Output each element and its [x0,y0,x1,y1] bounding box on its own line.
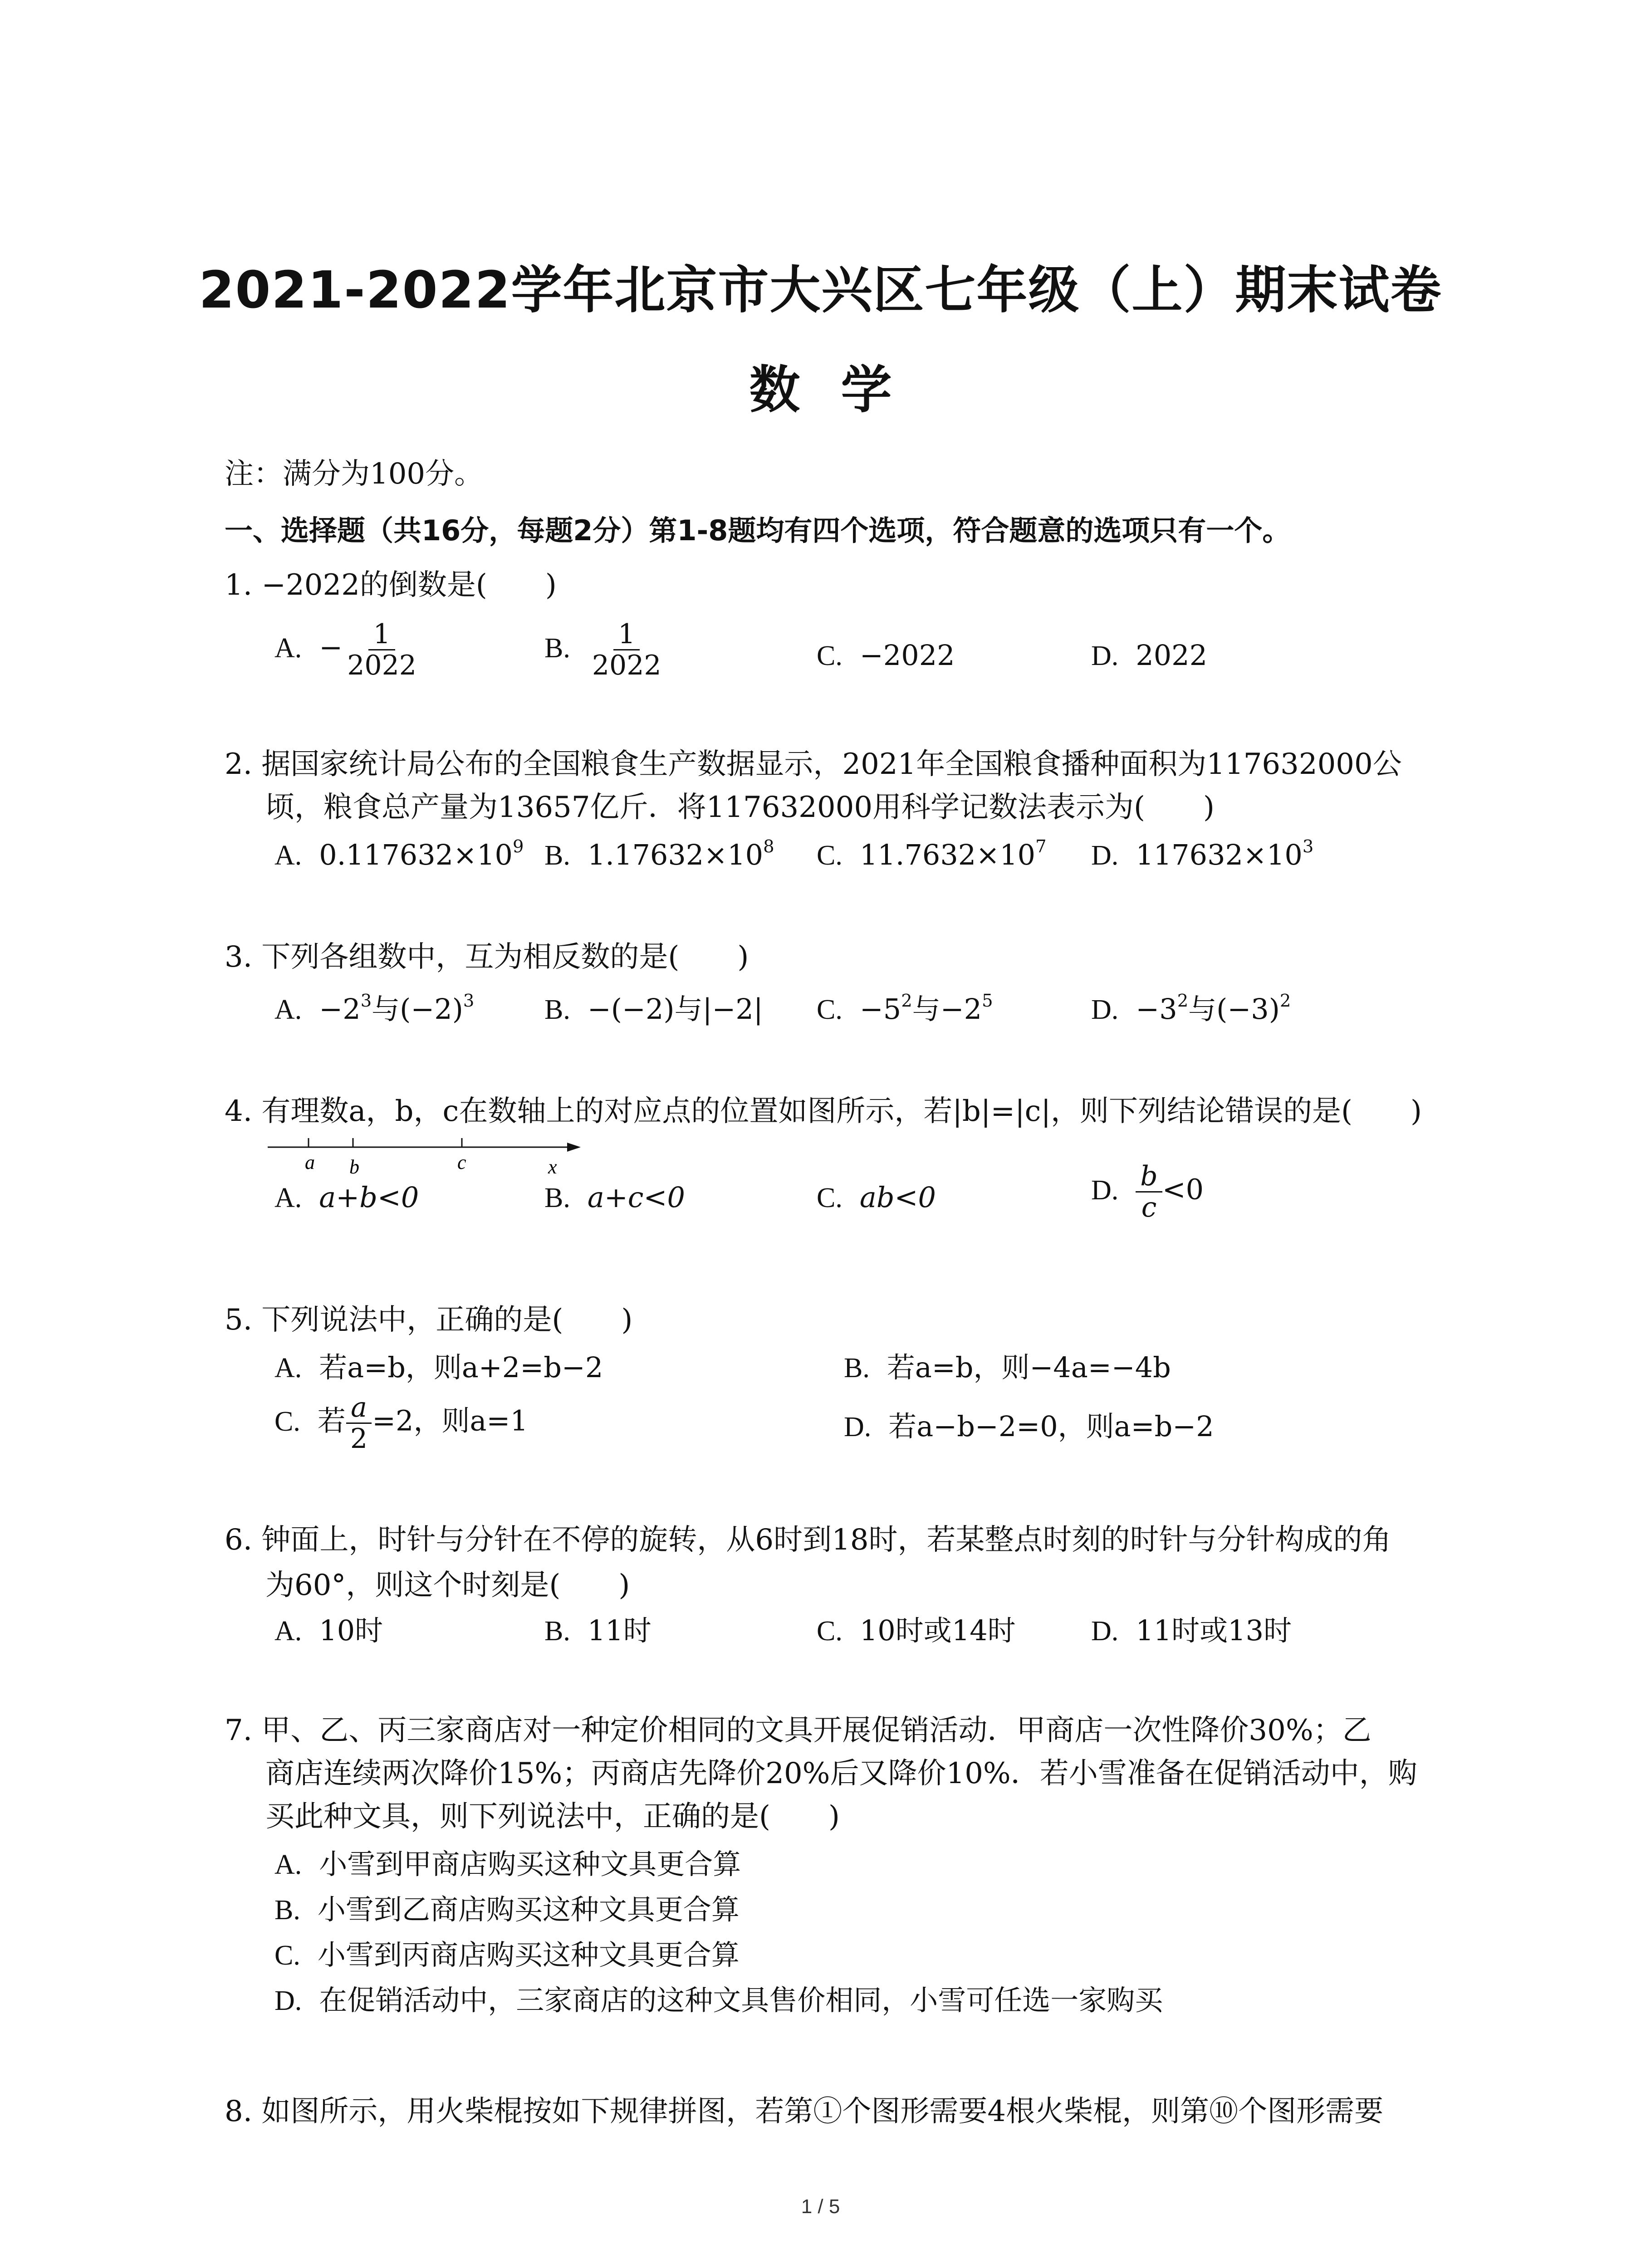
q3-option-b [544,991,763,1028]
numerator: a [346,1393,372,1424]
option-letter: A. [274,994,302,1025]
option-text: 10时或14时 [859,1614,1016,1647]
option-text: 若a=b，则−4a=−4b [887,1351,1171,1384]
option-letter: B. [544,1183,570,1213]
q5-option-c [274,1393,528,1454]
option-text: a+c<0 [587,1181,685,1214]
fraction [588,619,666,680]
exponent: 3 [463,991,475,1012]
question-6-line-2: 为60°，则这个时刻是( ) [265,1569,630,1602]
option-letter: B. [844,1353,870,1383]
q3-option-c [817,991,993,1028]
option-text: a+b<0 [319,1181,419,1214]
option-text: 小雪到乙商店购买这种文具更合算 [317,1893,740,1926]
question-2-line-1: 2. 据国家统计局公布的全国粮食生产数据显示，2021年全国粮食播种面积为117632000公 [225,748,1402,781]
option-letter: C. [817,1616,843,1647]
q4-option-b [544,1179,685,1216]
option-letter: D. [1091,1174,1119,1206]
exponent: 3 [360,991,372,1012]
option-letter: A. [274,1849,302,1880]
q1-option-a [274,619,421,680]
q6-option-a [274,1613,383,1649]
option-letter: A. [274,1183,302,1213]
question-7-line-1: 7. 甲、乙、丙三家商店对一种定价相同的文具开展促销活动．甲商店一次性降价30%；乙 [225,1714,1372,1747]
option-text: 若a=b，则a+2=b−2 [319,1351,603,1384]
q1-option-c [817,637,955,674]
option-text: 117632×10 [1136,838,1303,871]
number-line-arrow [567,1143,581,1152]
exponent: 5 [982,991,993,1012]
q6-option-b [544,1613,652,1649]
option-letter: D. [1091,994,1119,1025]
question-7-line-2: 商店连续两次降价15%；丙商店先降价20%后又降价10%．若小雪准备在促销活动中，购 [265,1757,1417,1790]
denominator: 2022 [592,650,661,681]
q7-option-c [274,1937,740,1974]
exponent: 2 [1279,991,1291,1012]
option-letter: B. [544,840,570,871]
q5-option-b [844,1349,1171,1386]
exponent: 2 [901,991,912,1012]
option-text: 2022 [1136,639,1208,672]
option-text: 11时或13时 [1136,1614,1292,1647]
option-text: 在促销活动中，三家商店的这种文具售价相同，小雪可任选一家购买 [319,1984,1163,2017]
section-heading: 一、选择题（共16分，每题2分）第1-8题均有四个选项，符合题意的选项只有一个。 [225,514,1291,547]
option-letter: D. [1091,840,1119,871]
option-text: −3 [1136,992,1177,1026]
option-text: −2022 [859,639,955,672]
option-letter: A. [274,632,302,664]
option-letter: D. [1091,1616,1119,1647]
exponent: 7 [1035,836,1047,857]
label-b: b [349,1156,359,1178]
question-2-line-2: 顷，粮食总产量为13657亿斤．将117632000用科学记数法表示为( ) [265,791,1215,824]
exponent: 3 [1302,836,1314,857]
q6-option-d [1091,1613,1292,1649]
option-text: =2，则a=1 [372,1404,528,1437]
q3-option-a [274,991,474,1028]
q2-option-d [1091,837,1313,874]
option-text: 0.117632×10 [319,838,513,871]
option-letter: C. [274,1940,300,1971]
option-text: −(−2)与|−2| [587,992,763,1026]
q1-option-b [544,619,666,680]
question-4-stem: 4. 有理数a，b，c在数轴上的对应点的位置如图所示，若|b|=|c|，则下列结论错误的是( ) [225,1095,1422,1128]
exponent: 9 [512,836,524,857]
fraction [346,1393,372,1454]
label-x: x [548,1156,557,1178]
option-letter: D. [1091,640,1119,671]
option-text: −5 [859,992,901,1026]
option-text: 小雪到甲商店购买这种文具更合算 [319,1848,741,1881]
q5-option-d [844,1408,1214,1445]
q7-option-a [274,1846,741,1883]
q7-option-d [274,1982,1163,2019]
q2-option-b [544,837,774,874]
score-note: 注：满分为100分。 [225,457,484,491]
q2-option-a [274,837,524,874]
option-letter: D. [274,1985,302,2016]
q5-option-a [274,1349,603,1386]
subject-title: 数学 [749,361,933,420]
option-letter: C. [817,640,843,671]
option-sign: − [319,631,343,664]
q6-option-c [817,1613,1016,1649]
denominator: c [1141,1192,1157,1223]
option-text: 小雪到丙商店购买这种文具更合算 [317,1938,740,1971]
label-c: c [457,1151,466,1173]
q4-option-a [274,1179,419,1216]
question-8-line-1: 8. 如图所示，用火柴棍按如下规律拼图，若第①个图形需要4根火柴棍，则第⑩个图形需要 [225,2095,1384,2128]
option-text: ab<0 [859,1181,936,1214]
q4-option-d [1091,1161,1204,1222]
option-text: 与(−3) [1188,992,1280,1026]
exam-title: 2021-2022学年北京市大兴区七年级（上）期末试卷 [199,261,1442,320]
numerator: 1 [368,619,395,650]
option-text: 1.17632×10 [587,838,764,871]
option-letter: C. [817,994,843,1025]
option-letter: A. [274,1616,302,1647]
q7-option-b [274,1892,740,1928]
option-letter: C. [817,1183,843,1213]
option-letter: B. [544,632,570,664]
option-letter: B. [544,994,570,1025]
option-text: 10时 [319,1614,383,1647]
q4-option-c [817,1179,936,1216]
numerator: b [1136,1161,1162,1193]
question-3-stem: 3. 下列各组数中，互为相反数的是( ) [225,940,749,974]
option-text: 与(−2) [372,992,463,1026]
number-line-figure [263,1132,590,1182]
option-text: 11.7632×10 [859,838,1036,871]
fraction [343,619,421,680]
denominator: 2 [350,1423,368,1455]
option-text: 与−2 [912,992,982,1026]
exponent: 8 [763,836,774,857]
option-letter: A. [274,840,302,871]
q1-option-d [1091,637,1207,674]
question-7-line-3: 买此种文具，则下列说法中，正确的是( ) [265,1800,840,1833]
option-letter: B. [274,1895,300,1926]
page-number: 1 / 5 [801,2195,840,2218]
numerator: 1 [613,619,640,650]
option-text: 若 [317,1404,346,1437]
q2-option-c [817,837,1047,874]
q3-option-d [1091,991,1291,1028]
option-text: 若a−b−2=0，则a=b−2 [888,1410,1214,1443]
label-a: a [305,1151,315,1173]
denominator: 2022 [347,650,416,681]
question-5-stem: 5. 下列说法中，正确的是( ) [225,1303,633,1337]
option-letter: B. [544,1616,570,1647]
option-letter: D. [844,1412,872,1442]
option-letter: C. [817,840,843,871]
exponent: 2 [1177,991,1189,1012]
option-letter: A. [274,1353,302,1383]
option-text: −2 [319,992,361,1026]
question-6-line-1: 6. 钟面上，时针与分针在不停的旋转，从6时到18时，若某整点时刻的时针与分针构成的角 [225,1523,1391,1557]
option-text: 11时 [587,1614,652,1647]
option-text: <0 [1162,1173,1204,1206]
option-letter: C. [274,1406,300,1437]
question-1-stem: 1. −2022的倒数是( ) [225,568,557,602]
fraction [1136,1161,1162,1222]
